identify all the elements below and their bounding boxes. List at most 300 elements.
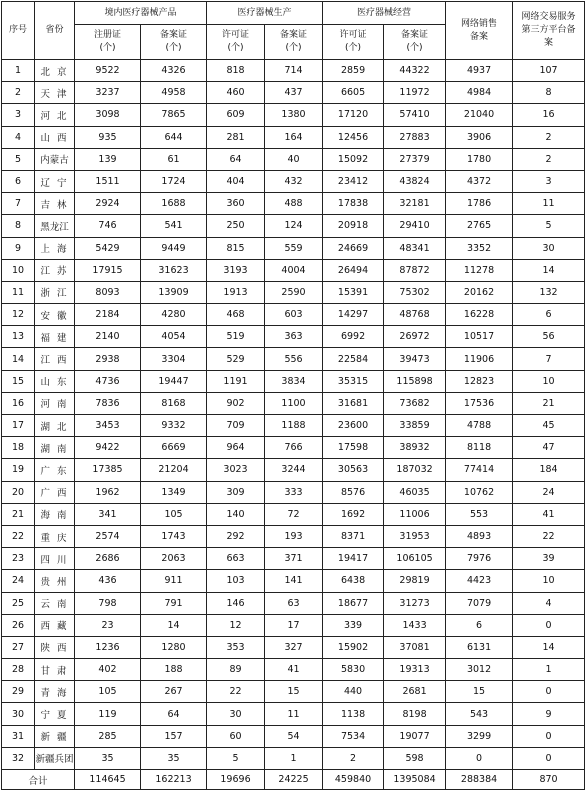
table-cell: 9449 bbox=[141, 237, 207, 259]
table-cell: 26494 bbox=[323, 259, 384, 281]
province-name: 河 南 bbox=[35, 392, 75, 414]
table-cell: 1962 bbox=[75, 481, 141, 503]
row-index: 18 bbox=[2, 437, 35, 459]
row-index: 12 bbox=[2, 304, 35, 326]
table-cell: 4984 bbox=[446, 82, 513, 104]
province-name: 新 疆 bbox=[35, 725, 75, 747]
table-cell: 106105 bbox=[384, 548, 446, 570]
table-cell: 103 bbox=[207, 570, 265, 592]
table-row bbox=[2, 215, 585, 237]
table-cell: 11 bbox=[265, 703, 323, 725]
table-cell: 309 bbox=[207, 481, 265, 503]
table-row bbox=[2, 392, 585, 414]
table-cell: 15902 bbox=[323, 636, 384, 658]
table-cell: 7079 bbox=[446, 592, 513, 614]
statistics-table bbox=[1, 1, 585, 790]
table-cell: 132 bbox=[513, 281, 585, 303]
table-cell: 41 bbox=[265, 659, 323, 681]
table-cell: 285 bbox=[75, 725, 141, 747]
province-name: 内蒙古 bbox=[35, 148, 75, 170]
table-row bbox=[2, 570, 585, 592]
table-cell: 1780 bbox=[446, 148, 513, 170]
header-production: 医疗器械生产 bbox=[207, 2, 323, 25]
total-cell: 19696 bbox=[207, 770, 265, 790]
table-cell: 75302 bbox=[384, 281, 446, 303]
table-cell: 964 bbox=[207, 437, 265, 459]
table-cell: 9422 bbox=[75, 437, 141, 459]
row-index: 22 bbox=[2, 525, 35, 547]
table-cell: 2 bbox=[513, 148, 585, 170]
table-row bbox=[2, 281, 585, 303]
table-cell: 17 bbox=[265, 614, 323, 636]
table-cell: 13909 bbox=[141, 281, 207, 303]
table-cell: 2 bbox=[323, 747, 384, 769]
row-index: 32 bbox=[2, 747, 35, 769]
row-index: 21 bbox=[2, 503, 35, 525]
header-index: 序号 bbox=[2, 2, 35, 60]
table-cell: 603 bbox=[265, 304, 323, 326]
table-cell: 460 bbox=[207, 82, 265, 104]
table-cell: 292 bbox=[207, 525, 265, 547]
table-cell: 73682 bbox=[384, 392, 446, 414]
province-name: 福 建 bbox=[35, 326, 75, 348]
table-cell: 9522 bbox=[75, 60, 141, 82]
province-name: 海 南 bbox=[35, 503, 75, 525]
table-cell: 6 bbox=[513, 304, 585, 326]
table-cell: 14297 bbox=[323, 304, 384, 326]
table-cell: 19417 bbox=[323, 548, 384, 570]
table-cell: 543 bbox=[446, 703, 513, 725]
table-cell: 16 bbox=[513, 104, 585, 126]
row-index: 25 bbox=[2, 592, 35, 614]
row-index: 24 bbox=[2, 570, 35, 592]
table-row bbox=[2, 170, 585, 192]
table-cell: 15391 bbox=[323, 281, 384, 303]
table-row bbox=[2, 636, 585, 658]
header-online-sales-filing: 网络销售 备案 bbox=[446, 2, 513, 60]
header-production-filing: 备案证 (个) bbox=[265, 25, 323, 60]
table-row bbox=[2, 548, 585, 570]
province-name: 宁 夏 bbox=[35, 703, 75, 725]
table-cell: 4054 bbox=[141, 326, 207, 348]
table-cell: 31681 bbox=[323, 392, 384, 414]
total-cell: 870 bbox=[513, 770, 585, 790]
table-cell: 31273 bbox=[384, 592, 446, 614]
table-cell: 29819 bbox=[384, 570, 446, 592]
table-cell: 17120 bbox=[323, 104, 384, 126]
row-index: 10 bbox=[2, 259, 35, 281]
table-cell: 124 bbox=[265, 215, 323, 237]
table-cell: 87872 bbox=[384, 259, 446, 281]
table-cell: 556 bbox=[265, 348, 323, 370]
table-row bbox=[2, 259, 585, 281]
table-row bbox=[2, 126, 585, 148]
province-name: 青 海 bbox=[35, 681, 75, 703]
table-row bbox=[2, 82, 585, 104]
table-cell: 10517 bbox=[446, 326, 513, 348]
province-name: 广 东 bbox=[35, 459, 75, 481]
table-cell: 164 bbox=[265, 126, 323, 148]
row-index: 26 bbox=[2, 614, 35, 636]
table-cell: 8118 bbox=[446, 437, 513, 459]
table-cell: 8093 bbox=[75, 281, 141, 303]
province-name: 山 西 bbox=[35, 126, 75, 148]
table-cell: 0 bbox=[513, 725, 585, 747]
table-cell: 440 bbox=[323, 681, 384, 703]
province-name: 上 海 bbox=[35, 237, 75, 259]
table-cell: 39 bbox=[513, 548, 585, 570]
table-cell: 818 bbox=[207, 60, 265, 82]
province-name: 甘 肃 bbox=[35, 659, 75, 681]
table-cell: 107 bbox=[513, 60, 585, 82]
row-index: 23 bbox=[2, 548, 35, 570]
row-index: 27 bbox=[2, 636, 35, 658]
table-cell: 3023 bbox=[207, 459, 265, 481]
table-cell: 4423 bbox=[446, 570, 513, 592]
table-row bbox=[2, 193, 585, 215]
table-cell: 7865 bbox=[141, 104, 207, 126]
table-cell: 488 bbox=[265, 193, 323, 215]
table-cell: 7534 bbox=[323, 725, 384, 747]
table-cell: 3237 bbox=[75, 82, 141, 104]
table-cell: 56 bbox=[513, 326, 585, 348]
row-index: 5 bbox=[2, 148, 35, 170]
table-cell: 4788 bbox=[446, 415, 513, 437]
table-cell: 339 bbox=[323, 614, 384, 636]
table-cell: 27379 bbox=[384, 148, 446, 170]
table-row bbox=[2, 370, 585, 392]
table-cell: 1349 bbox=[141, 481, 207, 503]
table-row bbox=[2, 725, 585, 747]
table-cell: 4280 bbox=[141, 304, 207, 326]
table-cell: 4326 bbox=[141, 60, 207, 82]
table-cell: 24669 bbox=[323, 237, 384, 259]
table-cell: 2 bbox=[513, 126, 585, 148]
table-cell: 327 bbox=[265, 636, 323, 658]
table-cell: 0 bbox=[513, 747, 585, 769]
row-index: 6 bbox=[2, 170, 35, 192]
province-name: 重 庆 bbox=[35, 525, 75, 547]
table-cell: 1724 bbox=[141, 170, 207, 192]
row-index: 8 bbox=[2, 215, 35, 237]
table-cell: 2574 bbox=[75, 525, 141, 547]
table-cell: 44322 bbox=[384, 60, 446, 82]
table-cell: 709 bbox=[207, 415, 265, 437]
province-name: 西 藏 bbox=[35, 614, 75, 636]
province-name: 山 东 bbox=[35, 370, 75, 392]
table-cell: 61 bbox=[141, 148, 207, 170]
table-cell: 4937 bbox=[446, 60, 513, 82]
table-cell: 6131 bbox=[446, 636, 513, 658]
table-cell: 404 bbox=[207, 170, 265, 192]
table-cell: 17536 bbox=[446, 392, 513, 414]
row-index: 31 bbox=[2, 725, 35, 747]
table-row bbox=[2, 304, 585, 326]
table-cell: 19447 bbox=[141, 370, 207, 392]
table-cell: 3906 bbox=[446, 126, 513, 148]
table-row bbox=[2, 592, 585, 614]
table-row bbox=[2, 326, 585, 348]
table-cell: 22 bbox=[513, 525, 585, 547]
table-cell: 64 bbox=[141, 703, 207, 725]
table-cell: 6992 bbox=[323, 326, 384, 348]
total-cell: 114645 bbox=[75, 770, 141, 790]
table-cell: 2686 bbox=[75, 548, 141, 570]
table-cell: 371 bbox=[265, 548, 323, 570]
table-cell: 1743 bbox=[141, 525, 207, 547]
total-cell: 162213 bbox=[141, 770, 207, 790]
table-row bbox=[2, 415, 585, 437]
table-cell: 341 bbox=[75, 503, 141, 525]
table-cell: 1 bbox=[265, 747, 323, 769]
table-cell: 3304 bbox=[141, 348, 207, 370]
table-cell: 27883 bbox=[384, 126, 446, 148]
row-index: 16 bbox=[2, 392, 35, 414]
table-cell: 11972 bbox=[384, 82, 446, 104]
table-cell: 54 bbox=[265, 725, 323, 747]
table-cell: 2859 bbox=[323, 60, 384, 82]
table-cell: 8 bbox=[513, 82, 585, 104]
table-cell: 353 bbox=[207, 636, 265, 658]
header-registration-cert: 注册证 (个) bbox=[75, 25, 141, 60]
province-name: 四 川 bbox=[35, 548, 75, 570]
row-index: 1 bbox=[2, 60, 35, 82]
table-cell: 1236 bbox=[75, 636, 141, 658]
table-cell: 5 bbox=[207, 747, 265, 769]
table-cell: 15 bbox=[446, 681, 513, 703]
table-cell: 3 bbox=[513, 170, 585, 192]
table-cell: 33859 bbox=[384, 415, 446, 437]
table-cell: 363 bbox=[265, 326, 323, 348]
table-cell: 105 bbox=[75, 681, 141, 703]
table-cell: 791 bbox=[141, 592, 207, 614]
table-cell: 4004 bbox=[265, 259, 323, 281]
total-cell: 1395084 bbox=[384, 770, 446, 790]
province-name: 辽 宁 bbox=[35, 170, 75, 192]
header-filing-cert: 备案证 (个) bbox=[141, 25, 207, 60]
table-cell: 402 bbox=[75, 659, 141, 681]
table-cell: 1280 bbox=[141, 636, 207, 658]
table-cell: 35 bbox=[75, 747, 141, 769]
table-cell: 1191 bbox=[207, 370, 265, 392]
table-row bbox=[2, 237, 585, 259]
table-cell: 2140 bbox=[75, 326, 141, 348]
table-cell: 541 bbox=[141, 215, 207, 237]
table-cell: 72 bbox=[265, 503, 323, 525]
row-index: 9 bbox=[2, 237, 35, 259]
table-cell: 1511 bbox=[75, 170, 141, 192]
table-cell: 193 bbox=[265, 525, 323, 547]
province-name: 湖 南 bbox=[35, 437, 75, 459]
row-index: 29 bbox=[2, 681, 35, 703]
table-cell: 24 bbox=[513, 481, 585, 503]
header-domestic-products: 境内医疗器械产品 bbox=[75, 2, 207, 25]
row-index: 15 bbox=[2, 370, 35, 392]
table-cell: 766 bbox=[265, 437, 323, 459]
table-cell: 553 bbox=[446, 503, 513, 525]
table-cell: 12 bbox=[207, 614, 265, 636]
table-cell: 4372 bbox=[446, 170, 513, 192]
header-province: 省份 bbox=[35, 2, 75, 60]
table-cell: 1913 bbox=[207, 281, 265, 303]
table-cell: 115898 bbox=[384, 370, 446, 392]
table-row bbox=[2, 348, 585, 370]
table-cell: 2590 bbox=[265, 281, 323, 303]
table-cell: 40 bbox=[265, 148, 323, 170]
table-cell: 1688 bbox=[141, 193, 207, 215]
table-cell: 3012 bbox=[446, 659, 513, 681]
table-cell: 911 bbox=[141, 570, 207, 592]
table-cell: 2681 bbox=[384, 681, 446, 703]
table-cell: 2765 bbox=[446, 215, 513, 237]
table-cell: 60 bbox=[207, 725, 265, 747]
table-cell: 39473 bbox=[384, 348, 446, 370]
table-row bbox=[2, 614, 585, 636]
table-cell: 9332 bbox=[141, 415, 207, 437]
table-cell: 157 bbox=[141, 725, 207, 747]
table-cell: 2063 bbox=[141, 548, 207, 570]
row-index: 4 bbox=[2, 126, 35, 148]
table-cell: 1138 bbox=[323, 703, 384, 725]
row-index: 30 bbox=[2, 703, 35, 725]
table-cell: 14 bbox=[513, 259, 585, 281]
table-cell: 18677 bbox=[323, 592, 384, 614]
table-cell: 23 bbox=[75, 614, 141, 636]
table-cell: 1786 bbox=[446, 193, 513, 215]
table-cell: 23600 bbox=[323, 415, 384, 437]
table-cell: 3244 bbox=[265, 459, 323, 481]
table-cell: 10 bbox=[513, 370, 585, 392]
province-name: 湖 北 bbox=[35, 415, 75, 437]
total-label: 合计 bbox=[2, 770, 75, 790]
table-cell: 4958 bbox=[141, 82, 207, 104]
table-cell: 32181 bbox=[384, 193, 446, 215]
province-name: 新疆兵团 bbox=[35, 747, 75, 769]
table-cell: 1188 bbox=[265, 415, 323, 437]
table-cell: 46035 bbox=[384, 481, 446, 503]
table-cell: 714 bbox=[265, 60, 323, 82]
table-cell: 1692 bbox=[323, 503, 384, 525]
table-cell: 3098 bbox=[75, 104, 141, 126]
table-cell: 141 bbox=[265, 570, 323, 592]
table-body bbox=[2, 60, 585, 770]
table-cell: 14 bbox=[141, 614, 207, 636]
table-row bbox=[2, 148, 585, 170]
table-cell: 1100 bbox=[265, 392, 323, 414]
table-cell: 31953 bbox=[384, 525, 446, 547]
table-cell: 47 bbox=[513, 437, 585, 459]
table-cell: 4893 bbox=[446, 525, 513, 547]
table-cell: 41 bbox=[513, 503, 585, 525]
province-name: 安 徽 bbox=[35, 304, 75, 326]
table-cell: 14 bbox=[513, 636, 585, 658]
table-cell: 35 bbox=[141, 747, 207, 769]
table-row bbox=[2, 481, 585, 503]
table-cell: 815 bbox=[207, 237, 265, 259]
table-cell: 3453 bbox=[75, 415, 141, 437]
table-cell: 2184 bbox=[75, 304, 141, 326]
table-cell: 77414 bbox=[446, 459, 513, 481]
table-cell: 6 bbox=[446, 614, 513, 636]
table-cell: 15 bbox=[265, 681, 323, 703]
table-cell: 0 bbox=[446, 747, 513, 769]
table-cell: 3834 bbox=[265, 370, 323, 392]
row-index: 28 bbox=[2, 659, 35, 681]
table-cell: 8371 bbox=[323, 525, 384, 547]
table-cell: 3299 bbox=[446, 725, 513, 747]
table-cell: 26972 bbox=[384, 326, 446, 348]
table-cell: 11906 bbox=[446, 348, 513, 370]
table-cell: 609 bbox=[207, 104, 265, 126]
table-cell: 5 bbox=[513, 215, 585, 237]
table-cell: 902 bbox=[207, 392, 265, 414]
table-cell: 333 bbox=[265, 481, 323, 503]
province-name: 云 南 bbox=[35, 592, 75, 614]
table-cell: 23412 bbox=[323, 170, 384, 192]
table-cell: 529 bbox=[207, 348, 265, 370]
table-row bbox=[2, 503, 585, 525]
row-index: 2 bbox=[2, 82, 35, 104]
header-production-license: 许可证 (个) bbox=[207, 25, 265, 60]
province-name: 贵 州 bbox=[35, 570, 75, 592]
total-cell: 24225 bbox=[265, 770, 323, 790]
table-cell: 7976 bbox=[446, 548, 513, 570]
table-cell: 146 bbox=[207, 592, 265, 614]
total-row bbox=[2, 770, 585, 790]
table-cell: 4736 bbox=[75, 370, 141, 392]
table-cell: 20162 bbox=[446, 281, 513, 303]
table-cell: 0 bbox=[513, 681, 585, 703]
table-cell: 6669 bbox=[141, 437, 207, 459]
table-cell: 119 bbox=[75, 703, 141, 725]
table-cell: 644 bbox=[141, 126, 207, 148]
table-cell: 184 bbox=[513, 459, 585, 481]
table-cell: 7836 bbox=[75, 392, 141, 414]
table-cell: 35315 bbox=[323, 370, 384, 392]
table-cell: 17385 bbox=[75, 459, 141, 481]
table-cell: 187032 bbox=[384, 459, 446, 481]
table-cell: 281 bbox=[207, 126, 265, 148]
table-cell: 19077 bbox=[384, 725, 446, 747]
table-cell: 63 bbox=[265, 592, 323, 614]
table-cell: 2924 bbox=[75, 193, 141, 215]
table-cell: 20918 bbox=[323, 215, 384, 237]
table-cell: 11006 bbox=[384, 503, 446, 525]
table-cell: 432 bbox=[265, 170, 323, 192]
province-name: 吉 林 bbox=[35, 193, 75, 215]
province-name: 黑龙江 bbox=[35, 215, 75, 237]
table-row bbox=[2, 104, 585, 126]
table-row bbox=[2, 681, 585, 703]
table-cell: 8198 bbox=[384, 703, 446, 725]
table-cell: 8576 bbox=[323, 481, 384, 503]
province-name: 河 北 bbox=[35, 104, 75, 126]
table-cell: 250 bbox=[207, 215, 265, 237]
table-cell: 22584 bbox=[323, 348, 384, 370]
table-cell: 4 bbox=[513, 592, 585, 614]
province-name: 江 西 bbox=[35, 348, 75, 370]
table-cell: 437 bbox=[265, 82, 323, 104]
table-cell: 8168 bbox=[141, 392, 207, 414]
table-cell: 140 bbox=[207, 503, 265, 525]
row-index: 11 bbox=[2, 281, 35, 303]
table-cell: 468 bbox=[207, 304, 265, 326]
table-cell: 17838 bbox=[323, 193, 384, 215]
table-cell: 21040 bbox=[446, 104, 513, 126]
table-cell: 48768 bbox=[384, 304, 446, 326]
table-cell: 45 bbox=[513, 415, 585, 437]
table-cell: 10 bbox=[513, 570, 585, 592]
